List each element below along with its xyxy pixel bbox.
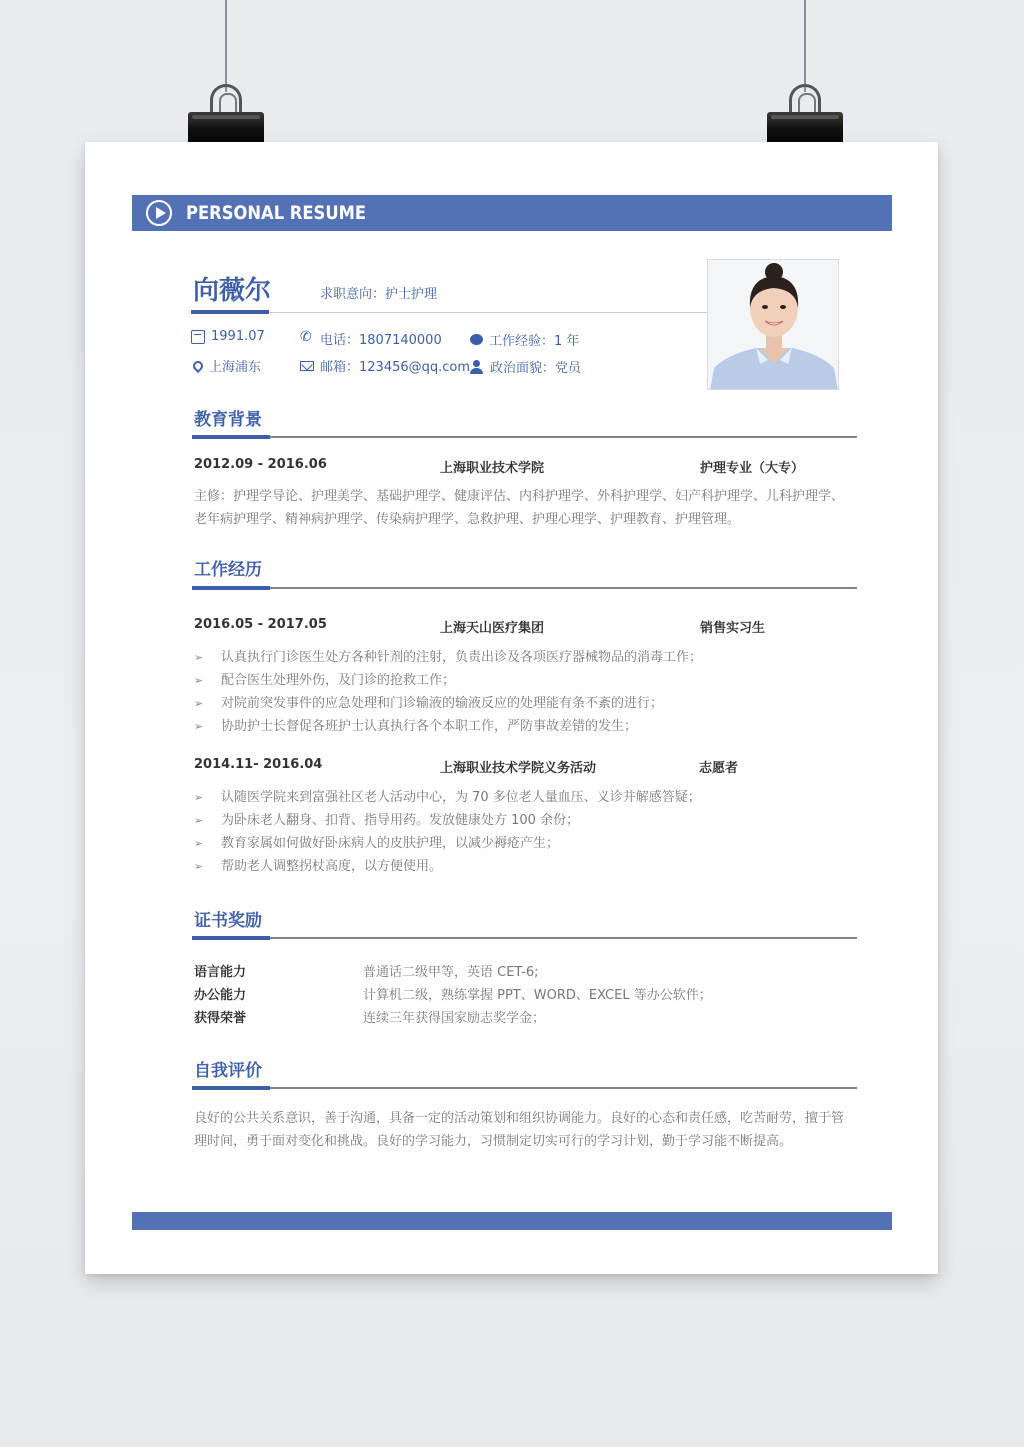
education-divider <box>192 436 857 438</box>
resume-paper <box>85 142 938 1274</box>
certs-table <box>194 961 712 1030</box>
certs-divider <box>192 937 857 939</box>
header-banner <box>132 195 892 231</box>
job-role: 志愿者 <box>699 761 739 776</box>
table-row <box>194 984 712 1007</box>
education-accent <box>192 435 270 439</box>
phone-icon <box>300 332 314 346</box>
list-item: ➢ 配合医生处理外伤，及门诊的抢救工作； <box>194 669 702 692</box>
profile-photo <box>707 259 839 390</box>
job-org: 上海天山医疗集团 <box>440 621 545 636</box>
work-divider <box>192 587 857 589</box>
education-major: 护理专业（大专） <box>700 461 805 476</box>
work-title: 工作经历 <box>194 560 262 580</box>
location-pin-icon <box>191 358 205 372</box>
birth-date: 1991.07 <box>211 329 265 344</box>
phone-number: 电话：1807140000 <box>320 333 442 348</box>
location-info <box>191 356 261 375</box>
hanging-wire-right <box>804 0 806 92</box>
self-title: 自我评价 <box>194 1061 262 1081</box>
job-period: 2016.05 - 2017.05 <box>194 617 327 632</box>
cert-label: 语言能力 <box>194 965 247 980</box>
cert-value: 普通话二级甲等，英语 CET-6; <box>363 965 539 980</box>
list-item: ➢ 对院前突发事件的应急处理和门诊输液的输液反应的处理能有条不紊的进行； <box>194 692 702 715</box>
cert-label: 办公能力 <box>194 988 247 1003</box>
job-org: 上海职业技术学院义务活动 <box>440 761 597 776</box>
list-item: ➢ 认真执行门诊医生处方各种针剂的注射，负责出诊及各项医疗器械物品的消毒工作； <box>194 646 702 669</box>
calendar-icon <box>191 330 205 344</box>
chat-bubble-icon <box>470 334 483 345</box>
cert-label: 获得荣誉 <box>194 1011 247 1026</box>
education-school: 上海职业技术学院 <box>440 461 545 476</box>
email: 邮箱：123456@qq.com <box>320 360 471 375</box>
political-status: 政治面貌：党员 <box>490 361 582 376</box>
education-title: 教育背景 <box>194 410 262 430</box>
table-row <box>194 1007 712 1030</box>
job-duties-list <box>194 646 702 738</box>
play-circle-icon <box>146 200 172 226</box>
cert-value: 计算机二级，熟练掌握 PPT、WORD、EXCEL 等办公软件； <box>363 988 712 1003</box>
certs-title: 证书奖励 <box>194 911 262 931</box>
list-item: ➢ 教育家属如何做好卧床病人的皮肤护理，以减少褥疮产生； <box>194 832 701 855</box>
table-row <box>194 961 712 984</box>
portrait-illustration <box>708 260 839 390</box>
list-item: ➢ 为卧床老人翻身、扣背、指导用药。发放健康处方 100 余份； <box>194 809 701 832</box>
work-experience: 工作经验：1 年 <box>489 334 580 349</box>
footer-banner <box>132 1212 892 1230</box>
email-info <box>300 356 470 375</box>
list-item: ➢ 帮助老人调整拐杖高度，以方便使用。 <box>194 855 701 878</box>
work-accent <box>192 586 270 590</box>
list-item: ➢ 协助护士长督促各班护士认真执行各个本职工作，严防事故差错的发生； <box>194 715 702 738</box>
name-underline <box>191 310 269 314</box>
hanging-wire-left <box>225 0 227 92</box>
job-objective: 求职意向：护士护理 <box>320 287 438 302</box>
certs-accent <box>192 936 270 940</box>
mail-icon <box>300 361 314 371</box>
self-evaluation-text: 良好的公共关系意识，善于沟通，具备一定的活动策划和组织协调能力。良好的心态和责任感，吃苦耐劳，擅于管理时间，勇于面对变化和挑战。良好的学习能力，习惯制定切实可行的学习计划，勤于学习能不断提高。 <box>194 1111 845 1149</box>
experience-info <box>470 330 579 349</box>
cert-value: 连续三年获得国家励志奖学金； <box>363 1011 546 1026</box>
birth-info <box>191 329 265 344</box>
job-duties-list <box>194 786 701 878</box>
job-period: 2014.11- 2016.04 <box>194 757 323 772</box>
list-item: ➢ 认随医学院来到富强社区老人活动中心，为 70 多位老人量血压、义诊并解感答疑； <box>194 786 701 809</box>
self-divider <box>192 1087 857 1089</box>
political-info <box>470 357 581 376</box>
phone-info <box>300 329 442 348</box>
education-courses: 主修：护理学导论、护理美学、基础护理学、健康评估、内科护理学、外科护理学、妇产科护理学、儿科护理学、老年病护理学、精神病护理学、传染病护理学、急救护理、护理心理学、护理教育、护理管理。 <box>194 489 845 527</box>
user-icon <box>470 360 484 374</box>
banner-title: PERSONAL RESUME <box>186 202 367 224</box>
self-accent <box>192 1086 270 1090</box>
candidate-name: 向薇尔 <box>193 276 272 306</box>
education-period: 2012.09 - 2016.06 <box>194 457 327 472</box>
job-role: 销售实习生 <box>700 621 766 636</box>
location: 上海浦东 <box>209 360 262 375</box>
